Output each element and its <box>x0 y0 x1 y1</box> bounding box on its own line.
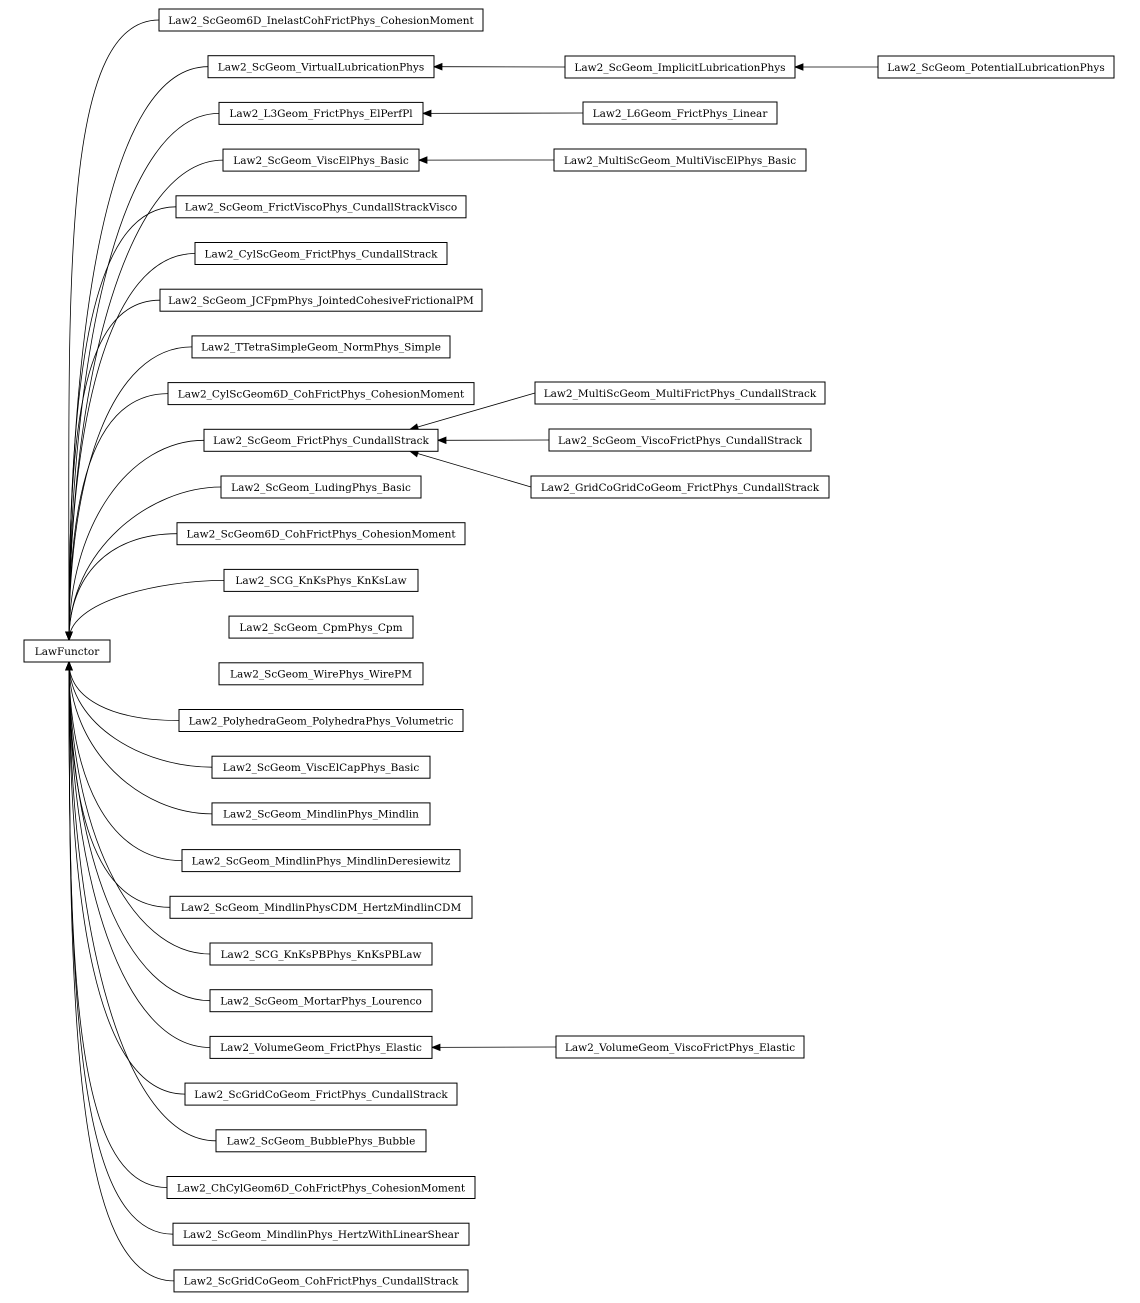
class-node-law2-scgeom-mindlinphys-mindlinderesiewitz[interactable] <box>182 850 460 872</box>
class-node-label: Law2_VolumeGeom_ViscoFrictPhys_Elastic <box>564 1041 796 1054</box>
class-node-label: Law2_ScGeom_JCFpmPhys_JointedCohesiveFrictionalPM <box>168 295 474 307</box>
edge-to-root <box>69 580 224 640</box>
edge-to-parent <box>410 451 531 487</box>
class-node-label: Law2_ScGeom_MortarPhys_Lourenco <box>220 995 422 1008</box>
class-node-label: Law2_ScGeom_CpmPhys_Cpm <box>239 621 403 634</box>
class-node-law2-cylscgeom6d-cohfrictphys-cohesionmoment[interactable] <box>168 383 474 405</box>
class-node-law2-scgeom-frictviscophys-cundallstrackvisco[interactable] <box>176 196 466 218</box>
class-node-label: LawFunctor <box>34 645 100 658</box>
class-node-lawfunctor[interactable] <box>24 640 110 662</box>
class-node-law2-scgeom-potentiallubricationphys[interactable] <box>878 56 1114 78</box>
class-node-label: Law2_VolumeGeom_FrictPhys_Elastic <box>220 1042 422 1055</box>
class-node-label: Law2_SCG_KnKsPhys_KnKsLaw <box>235 575 407 588</box>
class-node-law2-scgeom-wirephys-wirepm[interactable] <box>219 663 423 685</box>
class-node-label: Law2_CylScGeom_FrictPhys_CundallStrack <box>204 248 438 261</box>
class-node-law2-chcylgeom6d-cohfrictphys-cohesionmoment[interactable] <box>167 1177 475 1199</box>
class-node-law2-multiscgeom-multifrictphys-cundallstrack[interactable] <box>535 382 825 404</box>
class-node-law2-scgeom6d-cohfrictphys-cohesionmoment[interactable] <box>177 523 465 545</box>
class-node-label: Law2_CylScGeom6D_CohFrictPhys_CohesionMoment <box>177 388 465 401</box>
edge-to-root <box>69 662 185 1094</box>
arrowhead <box>438 437 446 443</box>
class-node-law2-volumegeom-frictphys-elastic[interactable] <box>210 1036 432 1058</box>
class-node-label: Law2_ScGridCoGeom_CohFrictPhys_CundallStrack <box>183 1275 459 1288</box>
class-node-label: Law2_ScGeom_MindlinPhys_Mindlin <box>223 808 419 821</box>
arrowhead <box>432 1044 440 1050</box>
arrowhead <box>66 662 72 670</box>
class-node-label: Law2_ScGeom_BubblePhys_Bubble <box>226 1135 416 1148</box>
class-node-law2-scgeom-cpmphys-cpm[interactable] <box>229 616 413 638</box>
class-node-law2-gridcogridcogeom-frictphys-cundallstrack[interactable] <box>531 476 829 498</box>
class-node-law2-scgeom-mortarphys-lourenco[interactable] <box>210 990 432 1012</box>
class-node-law2-scgeom-frictphys-cundallstrack[interactable] <box>204 429 438 451</box>
arrowhead <box>434 64 442 70</box>
class-node-label: Law2_ScGeom_LudingPhys_Basic <box>231 481 411 494</box>
class-node-label: Law2_L6Geom_FrictPhys_Linear <box>592 107 768 120</box>
class-node-label: Law2_ScGridCoGeom_FrictPhys_CundallStrack <box>194 1088 448 1101</box>
class-node-label: Law2_ScGeom_FrictPhys_CundallStrack <box>213 435 429 448</box>
class-nodes <box>24 9 1114 1292</box>
class-node-law2-l3geom-frictphys-elperfpl[interactable] <box>219 102 423 124</box>
class-node-label: Law2_ScGeom_MindlinPhysCDM_HertzMindlinCDM <box>180 902 462 915</box>
class-node-label: Law2_GridCoGridCoGeom_FrictPhys_CundallStrack <box>540 481 820 494</box>
edge-to-root <box>69 534 177 640</box>
class-node-label: Law2_ScGeom_WirePhys_WirePM <box>230 668 412 681</box>
arrowhead <box>66 632 72 640</box>
class-node-law2-multiscgeom-multiviscelphys-basic[interactable] <box>554 149 806 171</box>
arrowhead <box>419 157 427 163</box>
class-node-label: Law2_TTetraSimpleGeom_NormPhys_Simple <box>201 341 441 354</box>
class-node-label: Law2_L3Geom_FrictPhys_ElPerfPl <box>229 108 413 121</box>
class-node-law2-scgeom-ludingphys-basic[interactable] <box>221 476 421 498</box>
class-node-law2-volumegeom-viscofrictphys-elastic[interactable] <box>556 1036 804 1058</box>
arrowhead <box>795 64 803 70</box>
edge-to-root <box>69 20 159 640</box>
class-node-label: Law2_ScGeom_FrictViscoPhys_CundallStrackVisco <box>184 201 458 214</box>
class-node-law2-polyhedrageom-polyhedraphys-volumetric[interactable] <box>179 710 463 732</box>
class-node-law2-scgeom-viscelcapphys-basic[interactable] <box>212 756 430 778</box>
class-node-law2-scgeom-mindlinphyscdm-hertzmindlincdm[interactable] <box>170 896 472 918</box>
class-node-label: Law2_ScGeom6D_CohFrictPhys_CohesionMoment <box>186 528 456 541</box>
edge-to-root <box>69 662 212 814</box>
arrowhead <box>423 110 431 116</box>
class-node-label: Law2_ScGeom_PotentialLubricationPhys <box>887 61 1105 74</box>
class-node-label: Law2_ScGeom_MindlinPhys_MindlinDeresiewitz <box>191 855 451 868</box>
class-node-law2-scgeom-mindlinphys-hertzwithlinearshear[interactable] <box>173 1223 469 1245</box>
class-node-label: Law2_ScGeom_MindlinPhys_HertzWithLinearShear <box>183 1229 459 1241</box>
edge-to-root <box>69 662 173 1234</box>
class-node-label: Law2_ScGeom_ImplicitLubricationPhys <box>574 61 786 74</box>
class-node-law2-scg-knkspbphys-knkspblaw[interactable] <box>210 943 432 965</box>
edge-to-root <box>69 487 221 640</box>
class-node-label: Law2_MultiScGeom_MultiFrictPhys_CundallStrack <box>543 387 817 400</box>
class-node-law2-scgeom-viscelphys-basic[interactable] <box>223 149 419 171</box>
class-node-label: Law2_ChCylGeom6D_CohFrictPhys_CohesionMoment <box>176 1182 466 1195</box>
class-node-law2-scgeom-viscofrictphys-cundallstrack[interactable] <box>549 429 811 451</box>
class-node-label: Law2_ScGeom6D_InelastCohFrictPhys_CohesionMoment <box>168 14 474 27</box>
class-node-label: Law2_ScGeom_ViscElCapPhys_Basic <box>222 762 420 774</box>
class-node-law2-scgeom-mindlinphys-mindlin[interactable] <box>212 803 430 825</box>
class-node-law2-scgeom6d-inelastcohfrictphys-cohesionmoment[interactable] <box>159 9 483 31</box>
class-node-law2-scgeom-jcfpmphys-jointedcohesivefrictionalpm[interactable] <box>160 289 482 311</box>
class-node-law2-scgeom-implicitlubricationphys[interactable] <box>565 56 795 78</box>
edge-to-root <box>69 207 176 640</box>
class-node-law2-cylscgeom-frictphys-cundallstrack[interactable] <box>195 243 447 265</box>
class-node-law2-scgridcogeom-cohfrictphys-cundallstrack[interactable] <box>174 1270 468 1292</box>
class-node-law2-ttetrasimplegeom-normphys-simple[interactable] <box>192 336 450 358</box>
class-node-label: Law2_PolyhedraGeom_PolyhedraPhys_Volumetric <box>188 715 454 728</box>
edge-to-root <box>69 662 170 907</box>
class-node-label: Law2_SCG_KnKsPBPhys_KnKsPBLaw <box>220 948 422 961</box>
class-node-label: Law2_MultiScGeom_MultiViscElPhys_Basic <box>563 154 797 167</box>
class-node-law2-scgridcogeom-frictphys-cundallstrack[interactable] <box>185 1083 457 1105</box>
edge-to-root <box>69 394 168 640</box>
class-node-law2-scgeom-virtuallubricationphys[interactable] <box>208 56 434 78</box>
class-node-label: Law2_ScGeom_ViscoFrictPhys_CundallStrack <box>557 434 803 447</box>
class-node-law2-scg-knksphys-knkslaw[interactable] <box>224 569 418 591</box>
class-node-law2-l6geom-frictphys-linear[interactable] <box>583 102 777 124</box>
class-node-law2-scgeom-bubblephys-bubble[interactable] <box>216 1130 426 1152</box>
class-node-label: Law2_ScGeom_VirtualLubricationPhys <box>217 61 425 74</box>
class-node-label: Law2_ScGeom_ViscElPhys_Basic <box>233 154 409 167</box>
edge-to-root <box>69 662 179 721</box>
